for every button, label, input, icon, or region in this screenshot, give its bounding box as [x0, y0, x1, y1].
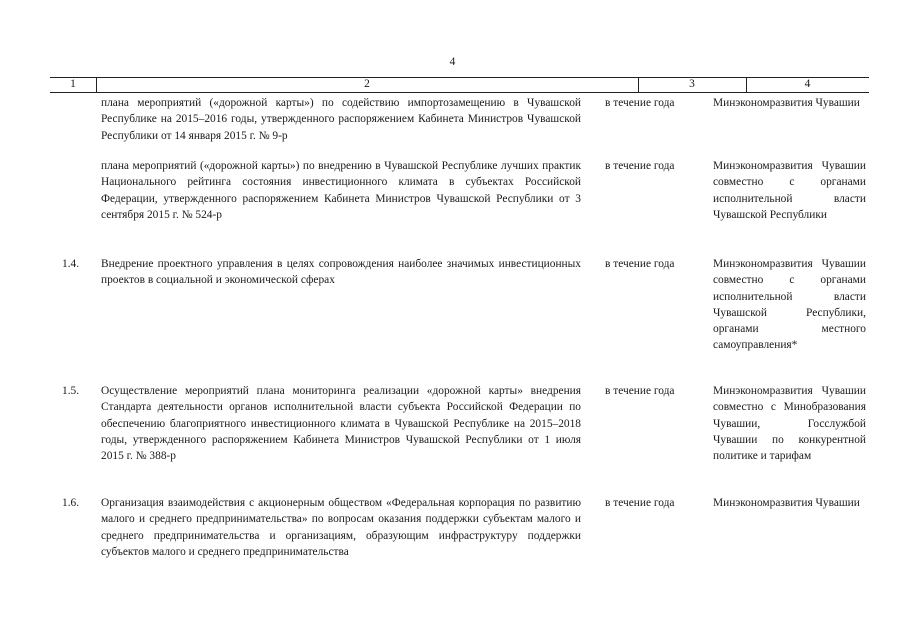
row-term: в течение года [605, 160, 675, 172]
row-number: 1.6. [62, 497, 80, 509]
row-description: плана мероприятий («дорожной карты») по внедрению в Чувашской Республике лучших практик Национального рейтинга состояния инвестиционного климата в субъектах Российской Федерации, утвержденного распоряжением Кабинета Министров Чувашской Республики от 3 сентября 2015 г. № 524-р [101, 160, 581, 221]
page-number: 4 [449, 56, 456, 68]
row-number: 1.4. [62, 258, 80, 270]
row-executor: Минэкономразвития Чувашии совместно с органами исполнительной власти Чувашской Республики [713, 160, 866, 221]
row-description: Организация взаимодействия с акционерным обществом «Федеральная корпорация по развитию малого и среднего предпринимательства» по вопросам оказания поддержки субъектам малого и среднего предпринимательства и организациям, образующим инфраструктуру поддержки субъектов малого и среднего предпринимательства [101, 497, 581, 558]
row-executor: Минэкономразвития Чувашии [713, 97, 860, 109]
row-description: Внедрение проектного управления в целях сопровождения наиболее значимых инвестиционных проектов в социальной и экономической сферах [101, 258, 581, 287]
header-col-4: 4 [804, 78, 811, 90]
row-term: в течение года [605, 258, 675, 270]
row-number: 1.5. [62, 385, 80, 397]
header-col-1: 1 [70, 78, 76, 90]
table-header [50, 77, 869, 93]
row-term: в течение года [605, 497, 675, 509]
row-executor: Минэкономразвития Чувашии совместно с Минобразования Чувашии, Госслужбой Чувашии по конкурентной политике и тарифам [713, 385, 866, 463]
row-description: плана мероприятий («дорожной карты») по содействию импортозамещению в Чувашской Республике на 2015–2016 годы, утвержденного распоряжением Кабинета Министров Чувашской Республики от 14 января 2015 г. № 9-р [101, 97, 581, 142]
row-executor: Минэкономразвития Чувашии совместно с органами исполнительной власти Чувашской Республики, органами местного самоуправления* [713, 258, 866, 352]
row-executor: Минэкономразвития Чувашии [713, 497, 860, 509]
row-term: в течение года [605, 97, 675, 109]
row-description: Осуществление мероприятий плана мониторинга реализации «дорожной карты» внедрения Стандарта деятельности органов исполнительной власти субъекта Российской Федерации по обеспечению благоприятного инвестиционного климата в Чувашской Республике на 2015–2018 годы, утвержденного распоряжением Кабинета Министров Чувашской Республики от 1 июля 2015 г. № 388-р [101, 385, 581, 463]
header-col-3: 3 [689, 78, 695, 90]
header-col-2: 2 [364, 78, 370, 90]
row-term: в течение года [605, 385, 675, 397]
